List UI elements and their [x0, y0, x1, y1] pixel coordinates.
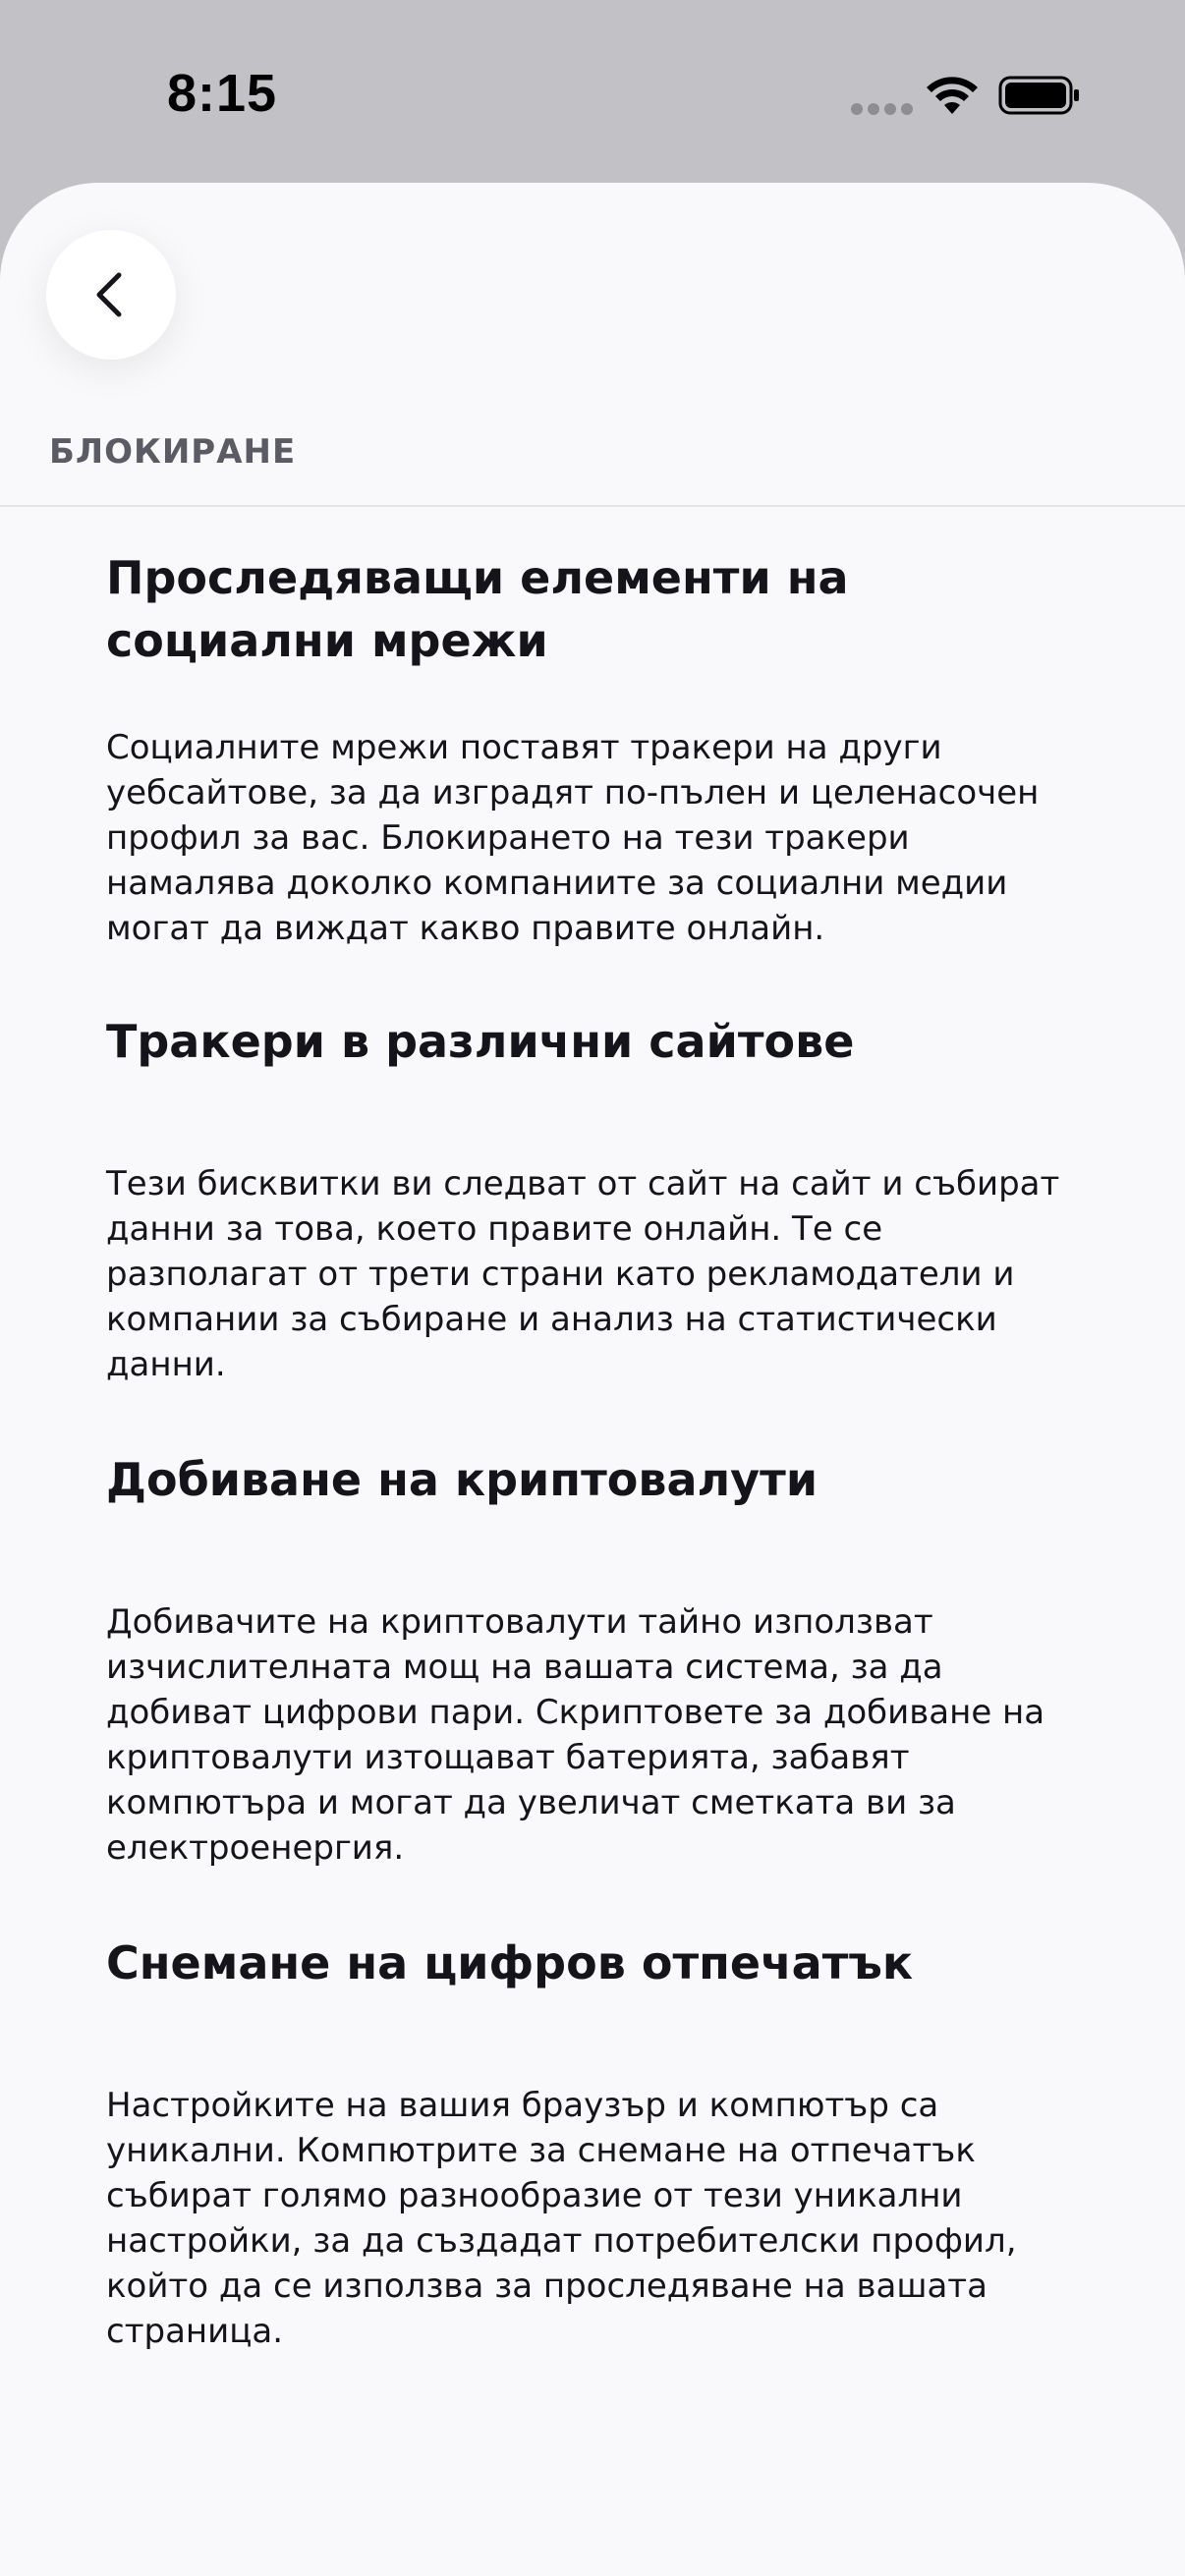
divider: [0, 505, 1185, 507]
status-time: 8:15: [167, 64, 278, 123]
item-title: Добиване на криптовалути: [106, 1453, 818, 1506]
item-description: Тези бисквитки ви следват от сайт на сайт и събират данни за това, което правите онлайн. Те се разполагат от трети страни като рекламодатели и компании за събиране и анализ на статистически данни.: [106, 1164, 1060, 1384]
back-button[interactable]: [46, 230, 176, 360]
list-item: [106, 1448, 1089, 1871]
battery-icon: [998, 75, 1081, 116]
item-title: Снемане на цифров отпечатък: [106, 1936, 914, 1989]
chevron-left-icon: [85, 269, 137, 320]
list-item: [106, 1010, 1089, 1387]
content-list: [106, 546, 1089, 2354]
list-item: [106, 1932, 1089, 2354]
wifi-icon: [924, 75, 981, 116]
item-title: Проследяващи елементи на социални мрежи: [106, 551, 849, 667]
item-title: Тракери в различни сайтове: [106, 1015, 855, 1068]
item-description: Социалните мрежи поставят тракери на други уебсайтове, за да изградят по-пълен и целенасочен профил за вас. Блокирането на тези тракери намалява доколко компаниите за социални медии могат да виждат какво правите онлайн.: [106, 728, 1040, 948]
signal-dots-icon: [851, 103, 913, 115]
item-description: Настройките на вашия браузър и компютър са уникални. Компютрите за снемане на отпечатък събират голямо разнообразие от тези уникални настройки, за да създадат потребителски профил, който да се използва за проследяване на вашата страница.: [106, 2086, 1017, 2351]
section-title: БЛОКИРАНЕ: [49, 432, 297, 472]
status-bar: [0, 0, 1185, 183]
list-item: [106, 546, 1089, 951]
item-description: Добивачите на криптовалути тайно използват изчислителната мощ на вашата система, за да добиват цифрови пари. Скриптовете за добиване на криптовалути изтощават батерията, забавят компютъра и могат да увеличат сметката ви за електроенергия.: [106, 1602, 1045, 1868]
sheet: [0, 183, 1185, 2576]
